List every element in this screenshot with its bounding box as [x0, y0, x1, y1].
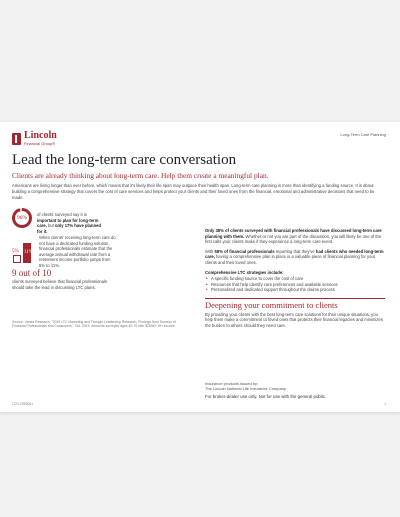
bar-low-label: 5%: [12, 249, 19, 254]
list-item: • A specific funding source to cover the cost of care: [205, 276, 385, 282]
paragraph: [205, 249, 385, 266]
logo-subname: Financial Group®: [24, 141, 56, 146]
page-number: 1: [384, 402, 386, 406]
divider: [205, 298, 385, 299]
stat-figure: 96%: [15, 211, 29, 225]
stat-text: clients surveyed believe that financial professionals should take the lead in discussing LTC plans.: [12, 279, 107, 290]
bar-high-label: 11%: [24, 250, 33, 255]
disclaimer: For broker-dealer use only. Not for use with the general public.: [205, 394, 327, 399]
stat-text: of clients surveyed say it is: [37, 212, 87, 217]
text: With: [205, 248, 215, 254]
stat-emphasis: important to plan for long-term care,: [37, 217, 99, 229]
stat-text: but: [46, 223, 55, 229]
category-label: Long-Term Care Planning: [340, 132, 386, 137]
text: having a comprehensive plan in place is a valuable piece of financial planning for your clients and their loved ones.: [205, 254, 376, 265]
text: Whether or not you are part of the discussion, you will likely be one of the first calls your clients make if they experience a long-term care event.: [205, 233, 382, 245]
list-title: Comprehensive LTC strategies include:: [205, 269, 284, 275]
stat-withdrawal: [12, 235, 187, 269]
bar-chart-icon: [12, 235, 34, 263]
logo-name: Lincoln: [24, 130, 57, 141]
donut-chart-icon: [12, 208, 32, 228]
issuer-note: [205, 381, 286, 391]
stat-emphasis: only 17% have planned for it.: [37, 223, 102, 234]
document-code: LCN-2985061: [12, 402, 34, 406]
source-note: Source: Versta Research, "2019 LTC Marketing and Thought Leadership Research, Findings from Surveys of Financial Professionals and Consumers," Oct. 2019. Amounts surveyed ages 40-70 with $250K+ HH income.: [12, 320, 176, 329]
right-column: [205, 228, 385, 332]
emphasis: Only 38% of clients surveyed with financial professionals have discussed long-term care planning with them.: [205, 228, 382, 239]
stat-text: When clients' receiving long-term care do not have a dedicated funding solution, financial professionals estimate that the average annual withdrawal rate from a retirement income portfolio jumps from 5% to 11%.: [39, 235, 116, 268]
page-title: Lead the long-term care conversation: [12, 152, 237, 168]
bar-low: [13, 255, 21, 263]
section-heading: Deepening your commitment to clients: [205, 299, 338, 310]
emphasis: 58% of financial professionals: [214, 248, 275, 254]
issuer-line: The Lincoln National Life Insurance Company: [205, 386, 286, 392]
list-item: • Resources that help identify care preferences and available services: [205, 282, 385, 288]
lincoln-logo-icon: [12, 133, 21, 145]
stat-figure: 9 out of 10: [12, 268, 52, 278]
document-page: [0, 122, 400, 412]
issuer-line: Insurance products issued by:: [205, 381, 259, 386]
stat-lead: [12, 269, 187, 290]
list-item: • Personalized and dedicated support throughout the claims process: [205, 287, 385, 293]
intro-paragraph: Americans are living longer than ever before, which means that it's likely their life span may outpace their health span. Long-term care planning is more than identifying a funding source. It is about building a comprehensive strategy that covers the cost of care services and helps protect your clients and their loved ones from the financial, emotional and administrative decisions that need to be made.: [12, 183, 375, 200]
text: reporting that they've: [274, 248, 316, 254]
strategy-list: [205, 276, 385, 293]
lincoln-logo: [12, 131, 57, 146]
emphasis: had clients who needed long-term care,: [205, 248, 384, 260]
paragraph: [205, 228, 385, 245]
stat-planning: [12, 206, 187, 234]
paragraph: By providing your clients with the best long-term care solutions for their unique situations, you help them make a commitment to loved ones that protects their financial legacies and minimizes the burden to others should they need care.: [205, 311, 383, 328]
page-subtitle: Clients are already thinking about long-term care. Help them create a meaningful plan.: [12, 171, 269, 180]
